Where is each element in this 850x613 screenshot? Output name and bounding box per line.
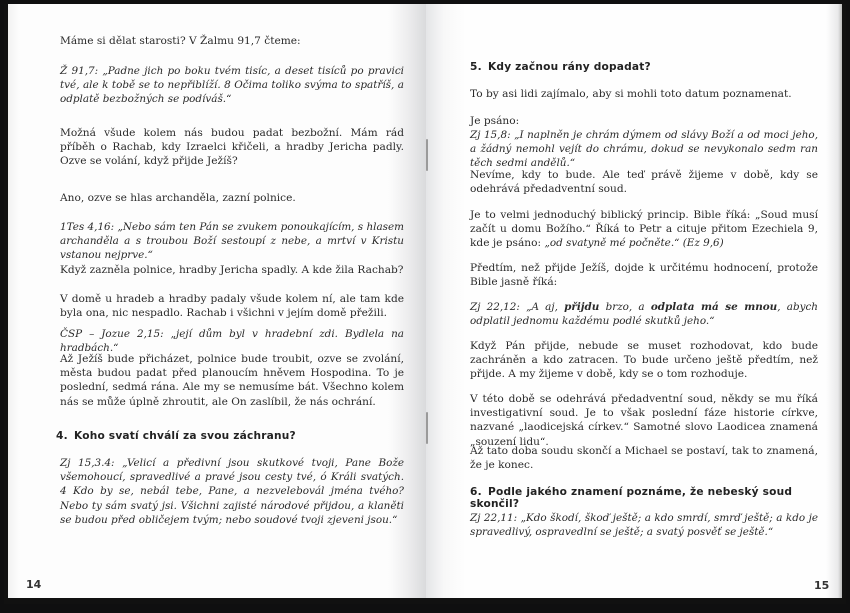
bible-quote [470,300,818,328]
section-heading-5 [470,61,651,73]
quote-text: „Nebo sám ten Pán se zvukem ponoukajícím, s hlasem archanděla a s troubou Boží sestoupí z nebe, a mrtví v Kristu vstanou nejprve.“ [60,221,405,262]
page-number: 15 [814,579,830,592]
quote-text: brzo, a [599,301,651,313]
bible-quote [60,64,404,107]
quote-ref: Zj 15,8: [470,129,511,141]
paragraph: Předtím, než přijde Ježíš, dojde k určitému hodnocení, protože Bible jasně říká: [470,262,818,289]
paragraph-text: Je to velmi jednoduchý biblický princip. Bible říká: „Soud musí začít u domu Božího.“ Říká to Petr a cituje přitom Ezechiela 9, kde je psáno: [470,209,818,250]
binding-mark [426,139,428,171]
paragraph: Ano, ozve se hlas archanděla, zazní polnice. [60,192,296,204]
quote-text: „I naplněn je chrám dýmem od slávy Boží a od moci jeho, a žádný nemohl vejít do chrámu, dokud se nevykonalo sedm ran těch sedmi andělů.“ [470,129,818,170]
quote-ref: Zj 15,3.4: [60,457,115,469]
quote-text: „Kdo škodí, škoď ještě; a kdo smrdí, smrď ještě; a kdo je spravedlivý, ospravedlní se ještě; a svatý posvěť se ještě.“ [470,512,818,539]
heading-number: 5. [470,61,482,73]
paragraph: Máme si dělat starosti? V Žalmu 91,7 čteme: [60,35,301,47]
paragraph: Když Pán přijde, nebude se muset rozhodovat, kdo bude zachráněn a kdo zatracen. To bude určeno ještě předtím, než přijde. A my žijeme v době, kdy se o tom rozhoduje. [470,340,818,381]
quote-emphasis: odplata má se mnou [650,301,778,313]
quote-ref: 1Tes 4,16: [60,221,115,233]
binding-mark [426,412,428,444]
inline-quote: „od svatyně mé počněte.“ (Ez 9,6) [544,237,724,250]
paragraph: Když zazněla polnice, hradby Jericha spadly. A kde žila Rachab? [60,264,404,276]
heading-text: Kdy začnou rány dopadat? [488,61,651,73]
bible-quote [470,511,818,539]
paragraph: Nevíme, kdy to bude. Ale teď právě žijeme v době, kdy se odehrává předadventní soud. [470,169,818,196]
paragraph: Až tato doba soudu skončí a Michael se postaví, tak to znamená, že je konec. [470,445,818,472]
quote-text: , abych odplatil jednomu každému podlé skutků jeho.“ [470,301,818,328]
paragraph: Možná všude kolem nás budou padat bezbožní. Mám rád příběh o Rachab, kdy Izraelci křičeli, a hradby Jericha padly. Ozve se volání, když přijde Ježíš? [60,127,404,168]
paragraph: To by asi lidi zajímalo, aby si mohli toto datum poznamenat. [470,88,792,100]
right-page [426,4,842,598]
quote-ref: Ž 91,7: [60,65,99,77]
quote-ref: Zj 22,11: [470,512,518,524]
quote-emphasis: přijdu [564,301,600,313]
quote-text: „A aj, [526,301,565,313]
quote-text: „Velicí a předivní jsou skutkové tvoji, Pane Bože všemohoucí, spravedlivé a pravé jsou cesty tvé, ó Králi svatých. 4 Kdo by se, nebál tebe, Pane, a nezvelebovál jména tvého? Nebo ty sám svatý jsi. Všichni zajisté národové přijdou, a klaněti se budou před obličejem tvým; nebo soudové tvoji zjeveni jsou.“ [60,457,405,526]
section-heading-6 [470,486,842,510]
quote-ref: ČSP – Jozue 2,15: [60,328,164,340]
quote-text: „její dům byl v hradební zdi. Bydlela na hradbách.“ [60,328,404,355]
bible-quote [60,456,404,527]
paragraph: Až Ježíš bude přicházet, polnice bude troubit, ozve se zvolání, města budou padat před planoucím hněvem Hospodina. To je poslední, sedmá rána. Ale my se nemusíme bát. Všechno kolem nás se může úplně zhroutit, ale On zaslíbil, že nás ochrání. [60,353,404,408]
heading-number: 6. [470,486,482,498]
quote-ref: Zj 22,12: [470,301,520,313]
heading-number: 4. [56,430,68,442]
paragraph: Je psáno: [470,115,520,127]
quote-text: „Padne jich po boku tvém tisíc, a deset tisíců po pravici tvé, ale k tobě se to nepřiblíží. 8 Očima toliko svýma to spatříš, a odplatě bezbožných se podíváš.“ [60,65,404,106]
book-spread [4,4,846,604]
heading-text: Koho svatí chválí za svou záchranu? [74,430,296,442]
paragraph [470,208,818,251]
section-heading-4 [56,430,296,442]
paragraph: V domě u hradeb a hradby padaly všude kolem ní, ale tam kde byla ona, nic nespadlo. Rachab i všichni v jejím domě přežili. [60,293,404,320]
bible-quote [470,128,818,171]
paragraph: V této době se odehrává předadventní soud, někdy se mu říká investigativní soud. Je to však poslední fáze historie církve, nazvané „laodicejská církev.“ Samotné slovo Laodicea znamená „souzení lidu“. [470,393,818,448]
left-page [8,4,426,598]
page-number: 14 [26,578,42,591]
heading-text: Podle jakého znamení poznáme, že nebeský soud skončil? [470,486,793,510]
bible-quote [60,220,404,263]
